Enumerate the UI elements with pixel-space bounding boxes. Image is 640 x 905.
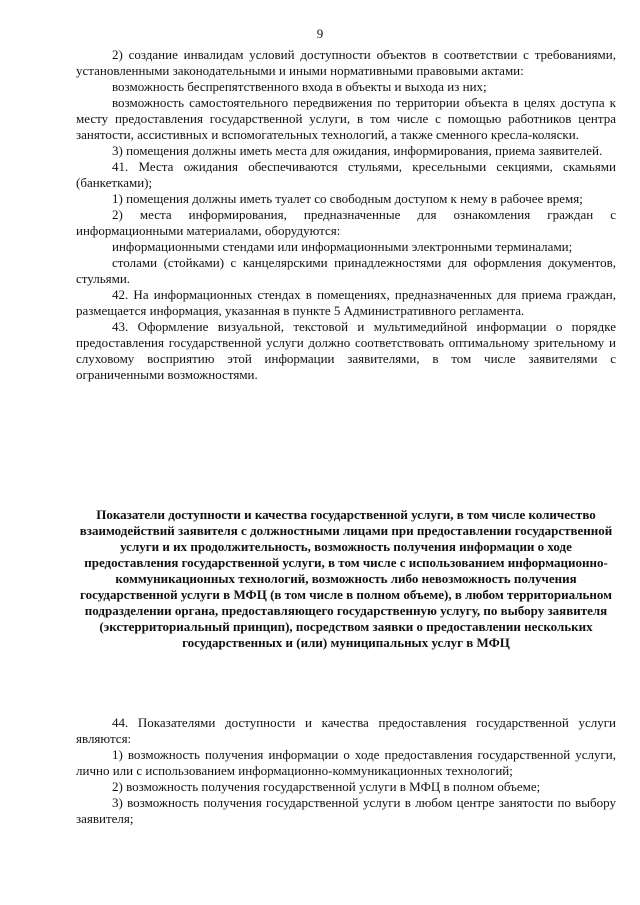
- paragraph: информационными стендами или информационными электронными терминалами;: [112, 239, 573, 254]
- body-text-bottom: [76, 715, 616, 827]
- paragraph: 3) помещения должны иметь места для ожидания, информирования, приема заявителей.: [112, 143, 603, 158]
- paragraph: 2) создание инвалидам условий доступности объектов в соответствии с требованиями, установленными законодательными и иными нормативными правовыми актами:: [76, 47, 616, 78]
- body-text-top: [76, 47, 616, 383]
- paragraph: столами (стойками) с канцелярскими принадлежностями для оформления документов, стульями.: [76, 255, 616, 286]
- page-number: 9: [316, 26, 324, 41]
- paragraph: 1) возможность получения информации о ходе предоставления государственной услуги, лично или с использованием информационно-коммуникационных технологий;: [76, 747, 616, 778]
- paragraph: 2) возможность получения государственной услуги в МФЦ в полном объеме;: [112, 779, 541, 794]
- paragraph: возможность самостоятельного передвижения по территории объекта в целях доступа к месту предоставления государственной услуги, в том числе с помощью работников центра занятости, ассистивных и вспомогательных технологий, а также сменного кресла-коляски.: [76, 95, 616, 142]
- paragraph: 2) места информирования, предназначенные для ознакомления граждан с информационными материалами, оборудуются:: [76, 207, 616, 238]
- paragraph: 43. Оформление визуальной, текстовой и мультимедийной информации о порядке предоставления государственной услуги должно соответствовать оптимальному зрительному и слуховому восприятию этой информации заявителями, в том числе заявителями с ограниченными возможностями.: [76, 319, 616, 382]
- paragraph: 44. Показателями доступности и качества предоставления государственной услуги являются:: [76, 715, 616, 746]
- paragraph: 1) помещения должны иметь туалет со свободным доступом к нему в рабочее время;: [112, 191, 583, 206]
- section-heading: Показатели доступности и качества государственной услуги, в том числе количество взаимодействий заявителя с должностными лицами при предоставлении государственной услуги и их продолжительность, возможность получения информации о ходе предоставления государственной услуги, в том числе с использованием информационно-коммуникационных технологий, возможность либо невозможность получения государственной услуги в МФЦ (в том числе в полном объеме), в любом территориальном подразделении органа, предоставляющего государственную услугу, по выбору заявителя (экстерриториальный принцип), посредством заявки о предоставлении нескольких государственных и (или) муниципальных услуг в МФЦ: [79, 507, 613, 650]
- paragraph: 42. На информационных стендах в помещениях, предназначенных для приема граждан, размещается информация, указанная в пункте 5 Административного регламента.: [76, 287, 616, 318]
- paragraph: возможность беспрепятственного входа в объекты и выхода из них;: [112, 79, 487, 94]
- paragraph: 41. Места ожидания обеспечиваются стульями, кресельными секциями, скамьями (банкетками);: [76, 159, 616, 190]
- paragraph: 3) возможность получения государственной услуги в любом центре занятости по выбору заявителя;: [76, 795, 616, 826]
